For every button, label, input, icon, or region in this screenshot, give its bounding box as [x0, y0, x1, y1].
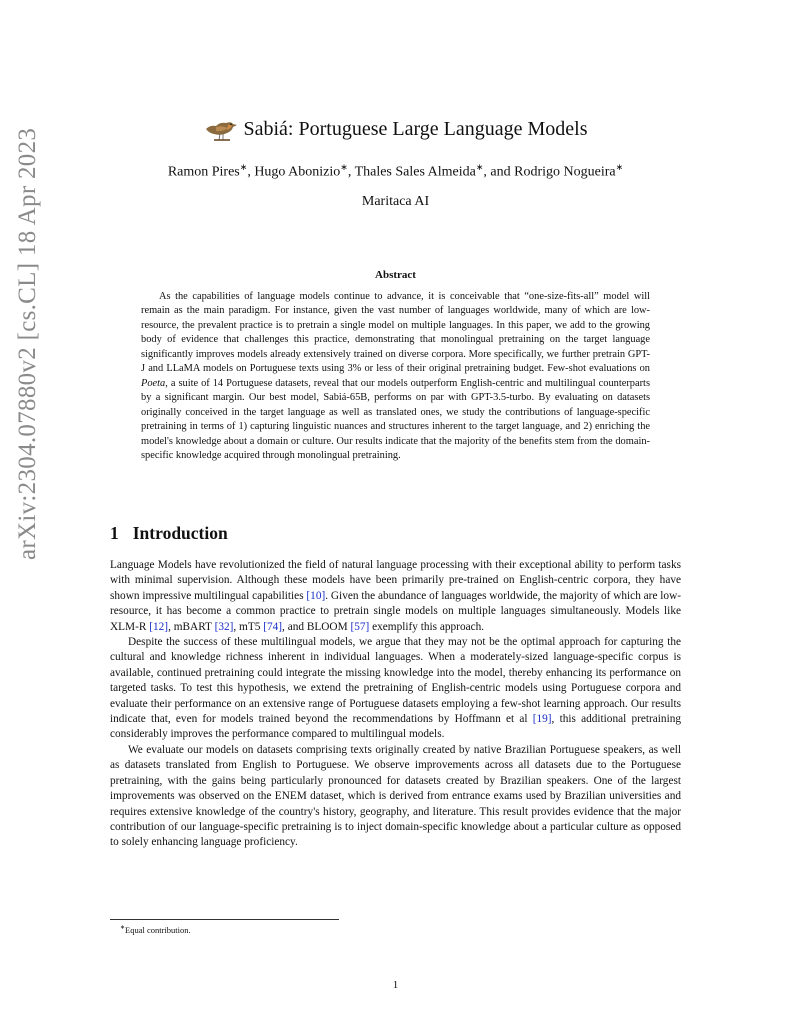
footnote: ∗Equal contribution.: [120, 924, 191, 935]
paragraph: Despite the success of these multilingual models, we argue that they may not be the optimal approach for capturing the cultural and knowledge richness inherent in individual languages. When a moderately-sized language-specific corpus is available, continued pretraining could integrate the missing knowledge into the model, thereby enhancing its performance on targeted tasks. To test this hypothesis, we extend the pretraining of English-centric models using Portuguese corpora and evaluate their performance on an extensive range of Portuguese datasets employing a few-shot learning approach. Our results indicate that, even for models trained beyond the recommendations by Hoffmann et al [19], this additional pretraining considerably improves the performance compared to multilingual models.: [110, 636, 682, 741]
section-heading: [110, 523, 228, 544]
abstract-body: As the capabilities of language models continue to advance, it is conceivable that “one-size-fits-all” model will remain as the main paradigm. For instance, given the vast number of languages worldwide, many of which are low-resource, the prevalent practice is to pretrain a single model on multiple languages. In this paper, we add to the growing body of evidence that challenges this practice, demonstrating that monolingual pretraining on the target language significantly improves models already extensively trained on diverse corpora. More specifically, we further pretrain GPT-J and LLaMA models on Portuguese texts using 3% or less of their original pretraining budget. Few-shot evaluations on Poeta, a suite of 14 Portuguese datasets, reveal that our models outperform English-centric and multilingual counterparts by a significant margin. Our best model, Sabiá-65B, performs on par with GPT-3.5-turbo. By evaluating on datasets originally conceived in the target language as well as translated ones, we study the contributions of language-specific pretraining in terms of 1) capturing linguistic nuances and structures inherent to the target language, and 2) enriching the model's knowledge about a domain or culture. Our results indicate that the majority of the benefits stem from the domain-specific knowledge acquired through monolingual pretraining.: [141, 291, 650, 461]
arxiv-identifier: arXiv:2304.07880v2 [cs.CL] 18 Apr 2023: [14, 127, 41, 560]
citation-link[interactable]: [57]: [350, 620, 370, 633]
author: Thales Sales Almeida: [354, 164, 476, 180]
citation-link[interactable]: [10]: [306, 589, 326, 602]
paragraph: We evaluate our models on datasets comprising texts originally created by native Brazilian Portuguese speakers, as well as datasets translated from English to Portuguese. We observe improvements across all datasets due to the Portuguese pretraining, with the gains being particularly pronounced for datasets created by Brazilian speakers. One of the largest improvements was observed on the ENEM dataset, which is derived from entrance exams used by Brazilian universities and requires extensive knowledge of the country's history, geography, and literature. This result provides evidence that the major contribution of our language-specific pretraining is to inject domain-specific knowledge about a particular culture as opposed to solely enhancing language proficiency.: [110, 743, 681, 849]
author: Rodrigo Nogueira: [514, 164, 616, 180]
equal-contribution-mark: ∗: [239, 162, 248, 172]
paper-title: Sabiá: Portuguese Large Language Models: [243, 117, 588, 140]
footnote-divider: [110, 919, 339, 920]
section-title: Introduction: [132, 523, 228, 543]
section-number: 1: [110, 523, 119, 543]
paragraph: Language Models have revolutionized the field of natural language processing with their exceptional ability to perform tasks with minimal supervision. Although these models have been primarily pre-trained on English-centric corpora, they have shown impressive multilingual capabilities [10]. Given the abundance of languages worldwide, the majority of which are low-resource, it has become a common practice to pretrain single models on multiple languages simultaneously. Models like XLM-R [12], mBART [32], mT5 [74], and BLOOM [57] exemplify this approach.: [110, 559, 681, 633]
equal-contribution-mark: ∗: [615, 162, 624, 172]
citation-link[interactable]: [19]: [532, 713, 552, 726]
introduction-body: [110, 558, 681, 851]
citation-link[interactable]: [12]: [149, 620, 169, 633]
author-list: Ramon Pires∗, Hugo Abonizio∗, Thales Sales Almeida∗, and Rodrigo Nogueira∗: [167, 162, 624, 180]
author: Ramon Pires: [167, 164, 240, 180]
affiliation: Maritaca AI: [361, 194, 430, 209]
abstract-heading: Abstract: [375, 269, 416, 281]
footnote-mark: ∗: [120, 925, 126, 931]
page-number: 1: [392, 979, 399, 991]
citation-link[interactable]: [32]: [214, 620, 234, 633]
author: Hugo Abonizio: [254, 164, 341, 180]
poeta-emphasis: Poeta: [141, 377, 166, 389]
sabia-bird-icon: [204, 116, 238, 142]
citation-link[interactable]: [74]: [263, 620, 283, 633]
title-block: [0, 116, 791, 142]
equal-contribution-mark: ∗: [475, 162, 484, 172]
equal-contribution-mark: ∗: [340, 162, 348, 172]
